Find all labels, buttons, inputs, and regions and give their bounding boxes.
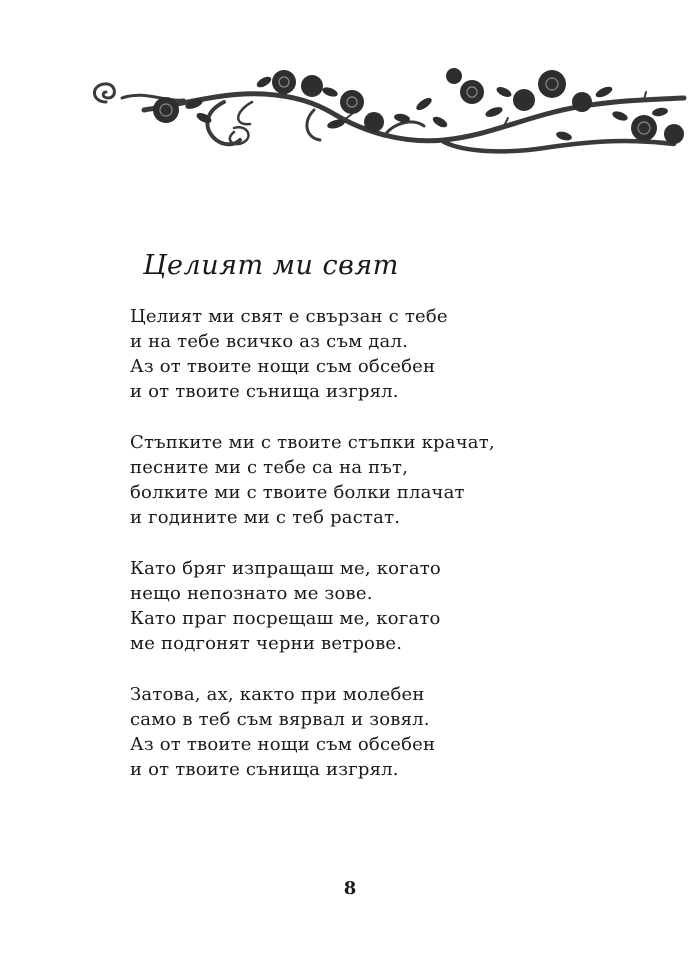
poem-line: Целият ми свят е свързан с тебе — [130, 306, 448, 327]
poem-line: песните ми с тебе са на път, — [130, 457, 409, 478]
stanza — [130, 556, 495, 656]
poem-line: ме подгонят черни ветрове. — [130, 633, 403, 654]
stanza — [130, 682, 495, 782]
poem-line: нещо непознато ме зове. — [130, 583, 373, 604]
poem-line: Аз от твоите нощи съм обсебен — [130, 356, 436, 377]
page-number: 8 — [343, 878, 357, 899]
poem-line: Като праг посрещаш ме, когато — [130, 608, 441, 629]
poem-line: Затова, ах, както при молебен — [130, 684, 425, 705]
poem-line: само в теб съм вярвал и зовял. — [130, 709, 430, 730]
poem-line: и на тебе всичко аз съм дал. — [130, 331, 409, 352]
poem-line: и годините ми с теб растат. — [130, 507, 401, 528]
poem-body — [130, 304, 495, 808]
poem-line: Като бряг изпращаш ме, когато — [130, 558, 441, 579]
poem-line: и от твоите сънища изгрял. — [130, 759, 399, 780]
poem-title: Целият ми свят — [143, 250, 399, 281]
rose-vine-ornament-icon — [84, 62, 700, 172]
poem-line: Стъпките ми с твоите стъпки крачат, — [130, 432, 495, 453]
stanza — [130, 430, 495, 530]
poem-line: и от твоите сънища изгрял. — [130, 381, 399, 402]
poem-line: болките ми с твоите болки плачат — [130, 482, 465, 503]
poem-line: Аз от твоите нощи съм обсебен — [130, 734, 436, 755]
stanza — [130, 304, 495, 404]
